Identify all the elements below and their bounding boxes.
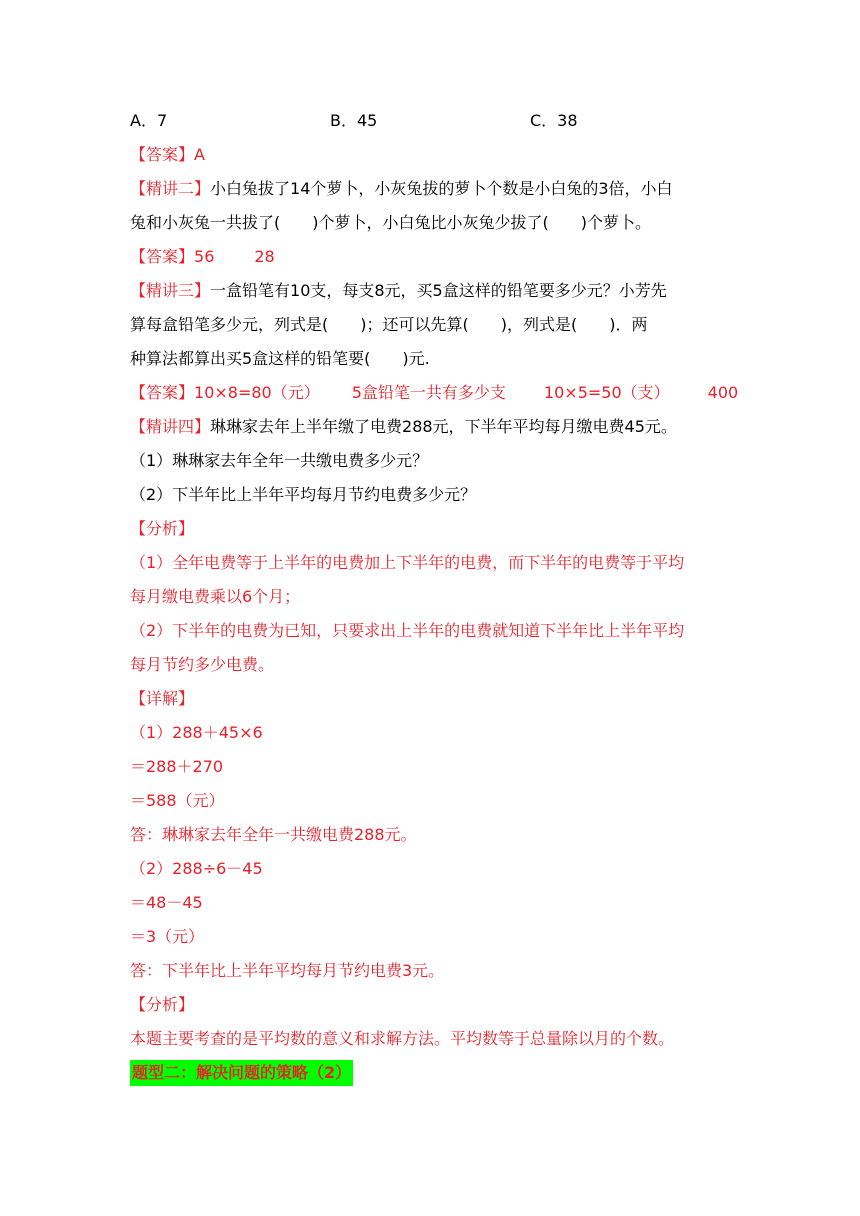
detail-step-4: （2）288÷6－45 [130,859,263,878]
question-3-line-1 [130,274,740,308]
detail-label: 【详解】 [130,689,195,708]
question-2-line-1 [130,172,740,206]
analysis-para-1b: 每月缴电费乘以6个月； [130,587,301,606]
question-label: 【精讲四】 [130,417,211,436]
detail-step-2: ＝288＋270 [130,757,224,776]
answer-label: 【答案】 [130,383,195,402]
section-heading: 题型二：解决问题的策略（2） [130,1060,353,1086]
detail-step-6: ＝3（元） [130,927,205,946]
answer-value-2: 28 [254,247,275,266]
detail-step-5: ＝48－45 [130,893,203,912]
detail-answer-2: 答：下半年比上半年平均每月节约电费3元。 [130,961,445,980]
question-4-sub-1: （1）琳琳家去年全年一共缴电费多少元？ [130,451,429,470]
choice-options [130,104,740,138]
analysis-para-1a: （1）全年电费等于上半年的电费加上下半年的电费，而下半年的电费等于平均 [130,553,685,572]
option-b: B．45 [330,111,378,130]
answer-value-1: 56 [194,247,215,266]
question-2-line-2: 兔和小灰兔一共拔了( )个萝卜，小白兔比小灰兔少拔了( )个萝卜。 [130,213,651,232]
question-text: 琳琳家去年上半年缴了电费288元，下半年平均每月缴电费45元。 [210,417,677,436]
answer-value: A [194,145,205,164]
question-label: 【精讲三】 [130,281,211,300]
detail-answer-1: 答：琳琳家去年全年一共缴电费288元。 [130,825,417,844]
answer-label: 【答案】 [130,247,195,266]
question-3-line-3: 种算法都算出买5盒这样的铅笔要( )元. [130,349,430,368]
section-heading-row [130,1056,740,1090]
option-a: A．7 [130,111,168,130]
analysis-2-label: 【分析】 [130,995,195,1014]
answer-line-3 [130,376,740,410]
answer-label: 【答案】 [130,145,195,164]
question-text: 小白兔拔了14个萝卜，小灰兔拔的萝卜个数是小白兔的3倍，小白 [210,179,673,198]
option-c: C．38 [530,111,578,130]
answer-line-1 [130,138,740,172]
question-4-line-1 [130,410,740,444]
analysis-para-2b: 每月节约多少电费。 [130,655,275,674]
analysis-para-2a: （2）下半年的电费为已知，只要求出上半年的电费就知道下半年比上半年平均 [130,621,685,640]
question-4-sub-2: （2）下半年比上半年平均每月节约电费多少元？ [130,485,477,504]
answer-value-3: 10×5=50（支） [543,383,670,402]
detail-step-1: （1）288＋45×6 [130,723,263,742]
answer-value-2: 5盒铅笔一共有多少支 [351,383,506,402]
question-text: 一盒铅笔有10支，每支8元，买5盒这样的铅笔要多少元？小芳先 [210,281,667,300]
document-body [130,104,740,1090]
answer-value-1: 10×8=80（元） [194,383,320,402]
answer-value-4: 400 [707,383,739,402]
question-3-line-2: 算每盒铅笔多少元，列式是( )；还可以先算( )，列式是( )．两 [130,315,648,334]
analysis-2-text: 本题主要考查的是平均数的意义和求解方法。平均数等于总量除以月的个数。 [130,1029,675,1048]
question-label: 【精讲二】 [130,179,211,198]
analysis-label: 【分析】 [130,519,195,538]
detail-step-3: ＝588（元） [130,791,225,810]
answer-line-2 [130,240,740,274]
